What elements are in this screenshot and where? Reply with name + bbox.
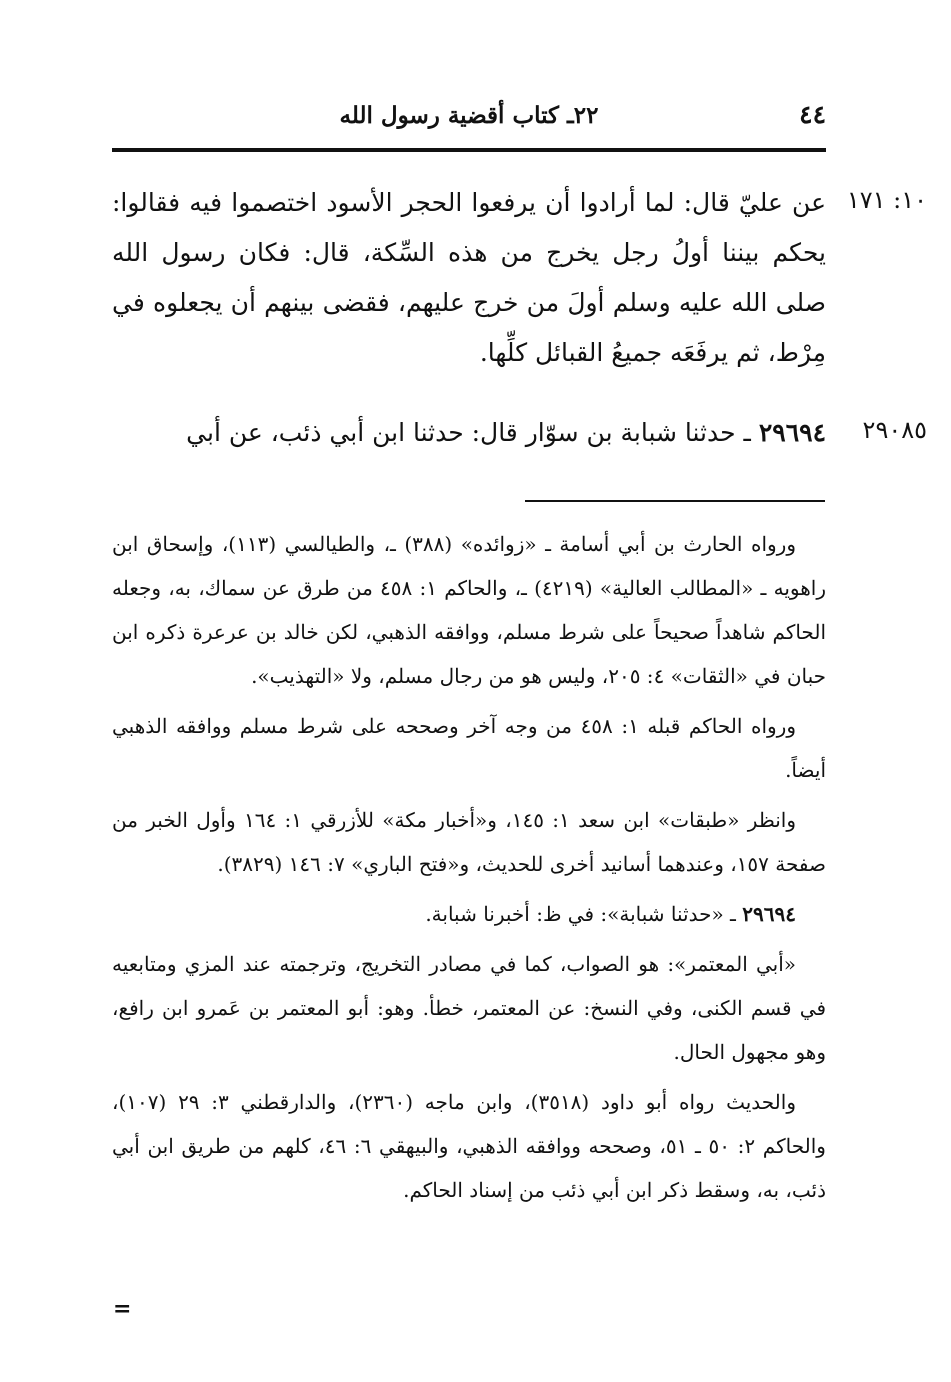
main-paragraph: عن عليّ قال: لما أرادوا أن يرفعوا الحجر الأسود اختصموا فيه فقالوا: يحكم بيننا أولُ رجل يخرج من هذه السِّكة، قال: فكان رسول الله صلى الله عليه وسلم أولَ من خرج عليهم، فقضى بينهم أن يجعلوه في مِرْط، ثم يرفَعَه جميعُ القبائل كلِّها. [112,188,826,367]
side-reference-number: ٢٩٠٨٥ [862,416,927,444]
footnote-paragraph: ورواه الحاكم قبله ١: ٤٥٨ من وجه آخر وصححه على شرط مسلم ووافقه الذهبي أيضاً. [112,714,826,782]
hadith-line [112,408,826,458]
hadith-number: ٢٩٦٩٤ [758,418,826,447]
hadith-text: ـ حدثنا شبابة بن سوّار قال: حدثنا ابن أبي ذئب، عن أبي [186,418,751,447]
footnote-paragraph [112,892,826,936]
footnote-paragraph: وانظر «طبقات» ابن سعد ١: ١٤٥، و«أخبار مكة» للأزرقي ١: ١٦٤ وأول الخبر من صفحة ١٥٧، وعندهما أسانيد أخرى للحديث، و«فتح الباري» ٧: ١٤٦ (٣٨٢٩). [112,808,826,876]
footnote-paragraph: والحديث رواه أبو داود (٣٥١٨)، وابن ماجه (٢٣٦٠)، والدارقطني ٣: ٢٩ (١٠٧)، والحاكم ٢: ٥٠ ـ ٥١، وصححه ووافقه الذهبي، والبيهقي ٦: ٤٦، كلهم من طريق ابن أبي ذئب، به، وسقط ذكر ابن أبي ذئب من إسناد الحاكم. [112,1090,826,1202]
footnote-paragraph: ورواه الحارث بن أبي أسامة ـ «زوائده» (٣٨٨) ـ، والطيالسي (١١٣)، وإسحاق ابن راهويه ـ «المطالب العالية» (٤٢١٩) ـ، والحاكم ١: ٤٥٨ من طرق عن سماك، به، وجعله الحاكم شاهداً صحيحاً على شرط مسلم، ووافقه الذهبي، لكن خالد بن عرعرة ذكره ابن حبان في «الثقات» ٤: ٢٠٥، وليس هو من رجال مسلم، ولا «التهذيب». [112,532,826,688]
running-title: ٢٢ـ كتاب أقضية رسول الله [339,102,599,129]
continuation-mark: = [113,1296,132,1322]
footnote-divider [525,500,825,502]
page-number: ٤٤ [799,100,826,129]
footnote-text: ـ «حدثنا شبابة»: في ظ: أخبرنا شبابة. [425,902,736,926]
footnote-paragraph: «أبي المعتمر»: هو الصواب، كما في مصادر التخريج، وترجمته عند المزي ومتابعيه في قسم الكنى، وفي النسخ: عن المعتمر، خطأ. وهو: أبو المعتمر بن عَمرو ابن رافع، وهو مجهول الحال. [112,952,826,1064]
page-header [112,98,826,152]
side-reference-number: ١٠: ١٧١ [846,186,927,214]
footnotes [112,522,826,1218]
footnote-hadith-number: ٢٩٦٩٤ [742,902,796,926]
